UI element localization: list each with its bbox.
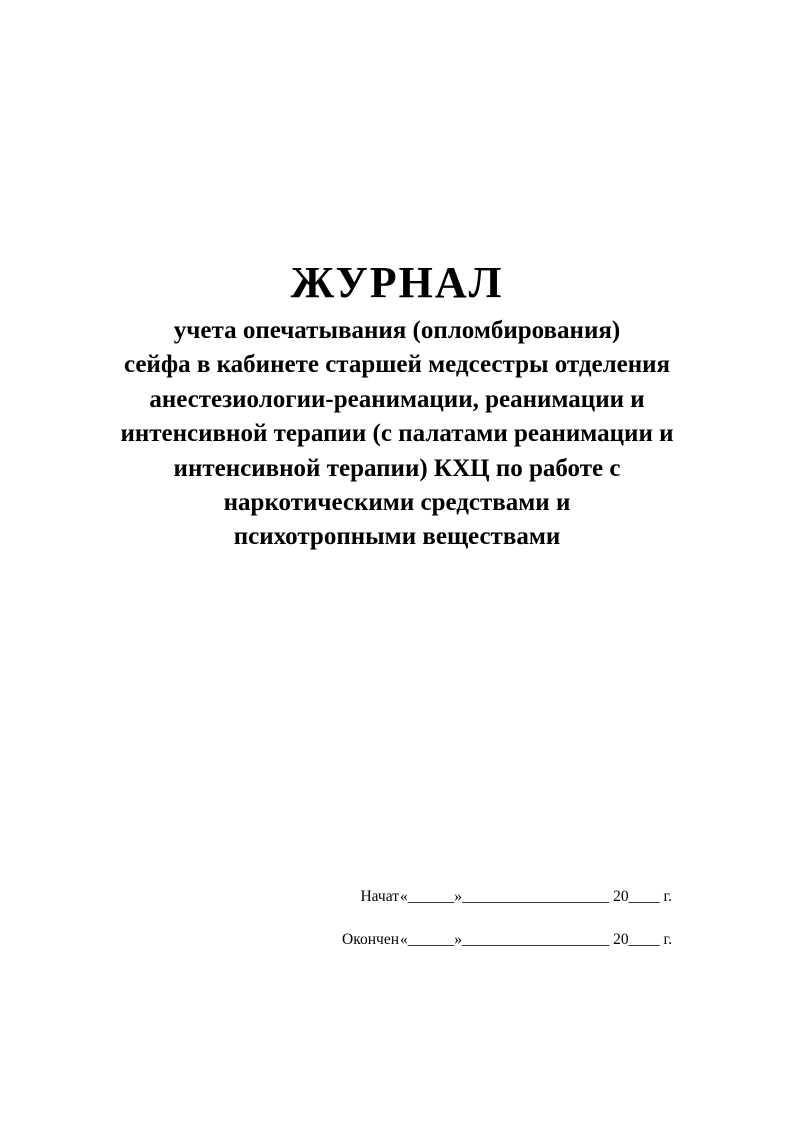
subtitle-line-1: учета опечатывания (опломбирования)	[173, 317, 621, 344]
started-date-blank: «______»___________________ 20____ г.	[400, 888, 672, 905]
started-row	[300, 888, 710, 908]
title-block	[60, 252, 734, 555]
subtitle-line-4: интенсивной терапии (с палатами реанимации и	[120, 420, 674, 448]
ended-row	[300, 931, 710, 951]
subtitle-line-7: психотропными веществами	[233, 523, 561, 551]
date-fields	[300, 888, 710, 951]
document-title: ЖУРНАЛ	[290, 258, 504, 307]
started-label: Начат	[360, 888, 399, 905]
ended-date-blank: «______»___________________ 20____ г.	[400, 931, 672, 948]
subtitle-line-2: сейфа в кабинете старшей медсестры отделения	[123, 351, 671, 379]
subtitle-line-5: интенсивной терапии) КХЦ по работе с	[173, 454, 621, 482]
subtitle-line-3: анестезиологии-реанимации, реанимации и	[149, 385, 645, 413]
subtitle-line-6: наркотическими средствами и	[223, 489, 571, 517]
ended-label: Окончен	[342, 931, 399, 948]
